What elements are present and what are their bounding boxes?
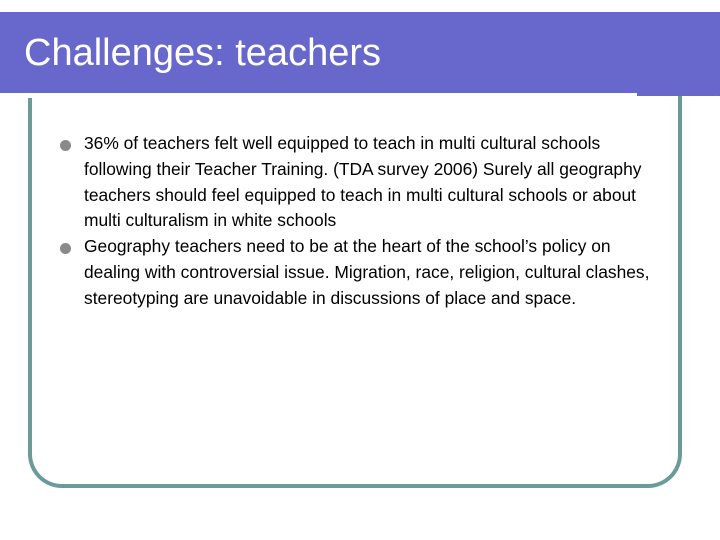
bullet-item (60, 131, 670, 234)
bullet-dot-icon (60, 140, 71, 151)
bullet-list (60, 131, 670, 312)
bullet-dot-icon (60, 243, 71, 254)
bullet-text: Geography teachers need to be at the heart of the school’s policy on dealing with controversial issue. Migration, race, religion, cultural clashes, stereotyping are unavoidable in discussions of place and space. (84, 236, 650, 308)
slide-title: Challenges: teachers (24, 32, 381, 74)
bullet-item (60, 234, 670, 311)
bullet-text: 36% of teachers felt well equipped to teach in multi cultural schools following their Teacher Training. (TDA survey 2006) Surely all geography teachers should feel equipped to teach in multi cultural schools or about multi culturalism in white schools (84, 133, 642, 231)
title-underline (0, 93, 637, 98)
title-bar-corner-fill (692, 12, 720, 96)
